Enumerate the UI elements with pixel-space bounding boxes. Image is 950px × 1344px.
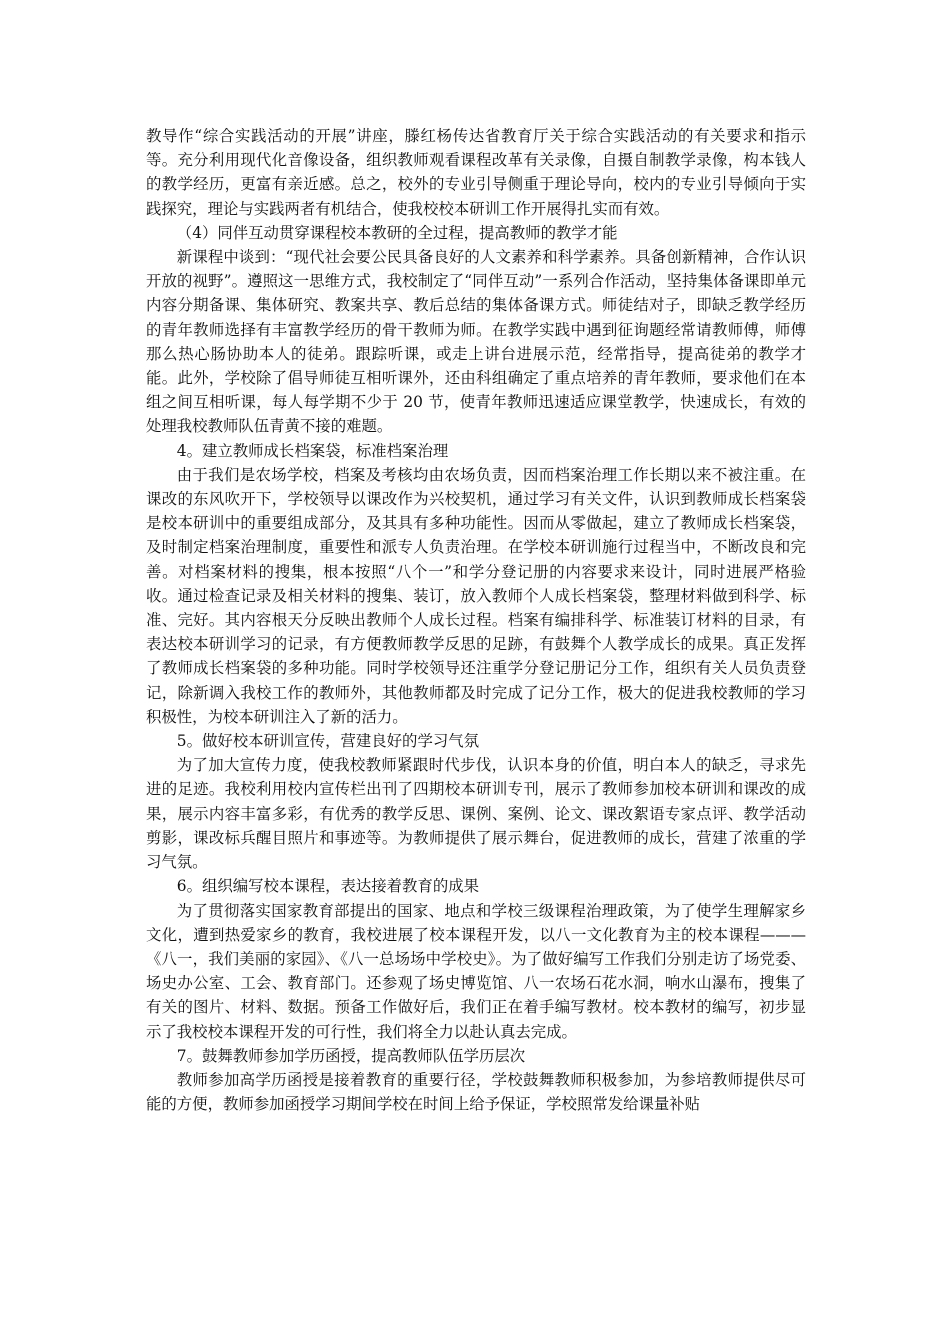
heading-publicity: 5。做好校本研训宣传，营建良好的学习气氛 (176, 732, 480, 751)
paragraph-peer-interaction: 新课程中谈到：“现代社会要公民具备良好的人文素养和科学素养。具备创新精神，合作认识开放的视野”。遵照这一思维方式，我校制定了“同伴互动”一系列合作活动，坚持集体备课即单元内容分期备课、集体研究、教案共享、教后总结的集体备课方式。师徒结对子，即缺乏教学经历的青年教师选择有丰富教学经历的骨干教师为师。在教学实践中遇到征询题经常请教师傅，师傅那么热心肠协助本人的徒弟。跟踪听课，或走上讲台进展示范，经常指导，提高徒弟的教学才能。此外，学校除了倡导师徒互相听课外，还由科组确定了重点培养的青年教师，要求他们在本组之间互相听课，每人每学期不少于 20 节，使青年教师迅速适应课堂教学，快速成长，有效的处理我校教师队伍青黄不接的难题。 (146, 248, 806, 436)
paragraph-publicity: 为了加大宣传力度，使我校教师紧跟时代步伐，认识本身的价值，明白本人的缺乏，寻求先进的足迹。我校利用校内宣传栏出刊了四期校本研训专刊，展示了教师参加校本研训和课改的成果，展示内容丰富多彩，有优秀的教学反思、课例、案例、论文、课改絮语专家点评、教学活动剪影，课改标兵醒目照片和事迹等。为教师提供了展示舞台，促进教师的成长，营建了浓重的学习气氛。 (146, 756, 806, 872)
heading-peer-interaction: （4）同伴互动贯穿课程校本教研的全过程，提高教师的教学才能 (176, 223, 618, 242)
paragraph-continued: 教导作“综合实践活动的开展”讲座，滕红杨传达省教育厅关于综合实践活动的有关要求和指示等。充分利用现代化音像设备，组织教师观看课程改革有关录像，自摄自制教学录像，构本钱人的教学经历，更富有亲近感。总之，校外的专业引导侧重于理论导向，校内的专业引导倾向于实践探究，理论与实践两者有机结合，使我校校本研训工作开展得扎实而有效。 (146, 127, 806, 218)
heading-correspondence-study: 7。鼓舞教师参加学历函授，提高教师队伍学历层次 (176, 1046, 526, 1065)
paragraph-archive: 由于我们是农场学校，档案及考核均由农场负责，因而档案治理工作长期以来不被注重。在课改的东风吹开下，学校领导以课改作为兴校契机，通过学习有关文件，认识到教师成长档案袋是校本研训中的重要组成部分，及其具有多种功能性。因而从零做起，建立了教师成长档案袋，及时制定档案治理制度，重要性和派专人负责治理。在学校本研训施行过程当中，不断改良和完善。对档案材料的搜集，根本按照“八个一”和学分登记册的内容要求来设计，同时进展严格验收。通过检查记录及相关材料的搜集、装订，放入教师个人成长档案袋，整理材料做到科学、标准、完好。其内容根天分反映出教师个人成长过程。档案有编排科学、标准装订材料的目录，有表达校本研训学习的记录，有方便教师教学反思的足跡，有鼓舞个人教学成长的成果。真正发挥了教师成长档案袋的多种功能。同时学校领导还注重学分登记册记分工作，组织有关人员负责登记，除新调入我校工作的教师外，其他教师都及时完成了记分工作，极大的促进我校教师的学习积极性，为校本研训注入了新的活力。 (146, 465, 806, 726)
heading-archive: 4。建立教师成长档案袋，标准档案治理 (176, 441, 449, 460)
heading-school-curriculum: 6。组织编写校本课程，表达接着教育的成果 (176, 877, 480, 896)
paragraph-school-curriculum: 为了贯彻落实国家教育部提出的国家、地点和学校三级课程治理政策，为了使学生理解家乡文化，遭到热爱家乡的教育，我校进展了校本课程开发，以八一文化教育为主的校本课程———《八一，我们美丽的家园》、《八一总场场中学校史》。为了做好编写工作我们分别走访了场党委、场史办公室、工会、教育部门。还参观了场史博览馆、八一农场石花水洞，响水山瀑布，搜集了有关的图片、材料、数据。预备工作做好后，我们正在着手编写教材。校本教材的编写，初步显示了我校校本课程开发的可行性，我们将全力以赴认真去完成。 (146, 901, 806, 1041)
paragraph-correspondence-study: 教师参加高学历函授是接着教育的重要行径，学校鼓舞教师积极参加，为参培教师提供尽可能的方便，教师参加函授学习期间学校在时间上给予保证，学校照常发给课量补贴 (146, 1070, 806, 1114)
document-page (146, 124, 806, 1116)
